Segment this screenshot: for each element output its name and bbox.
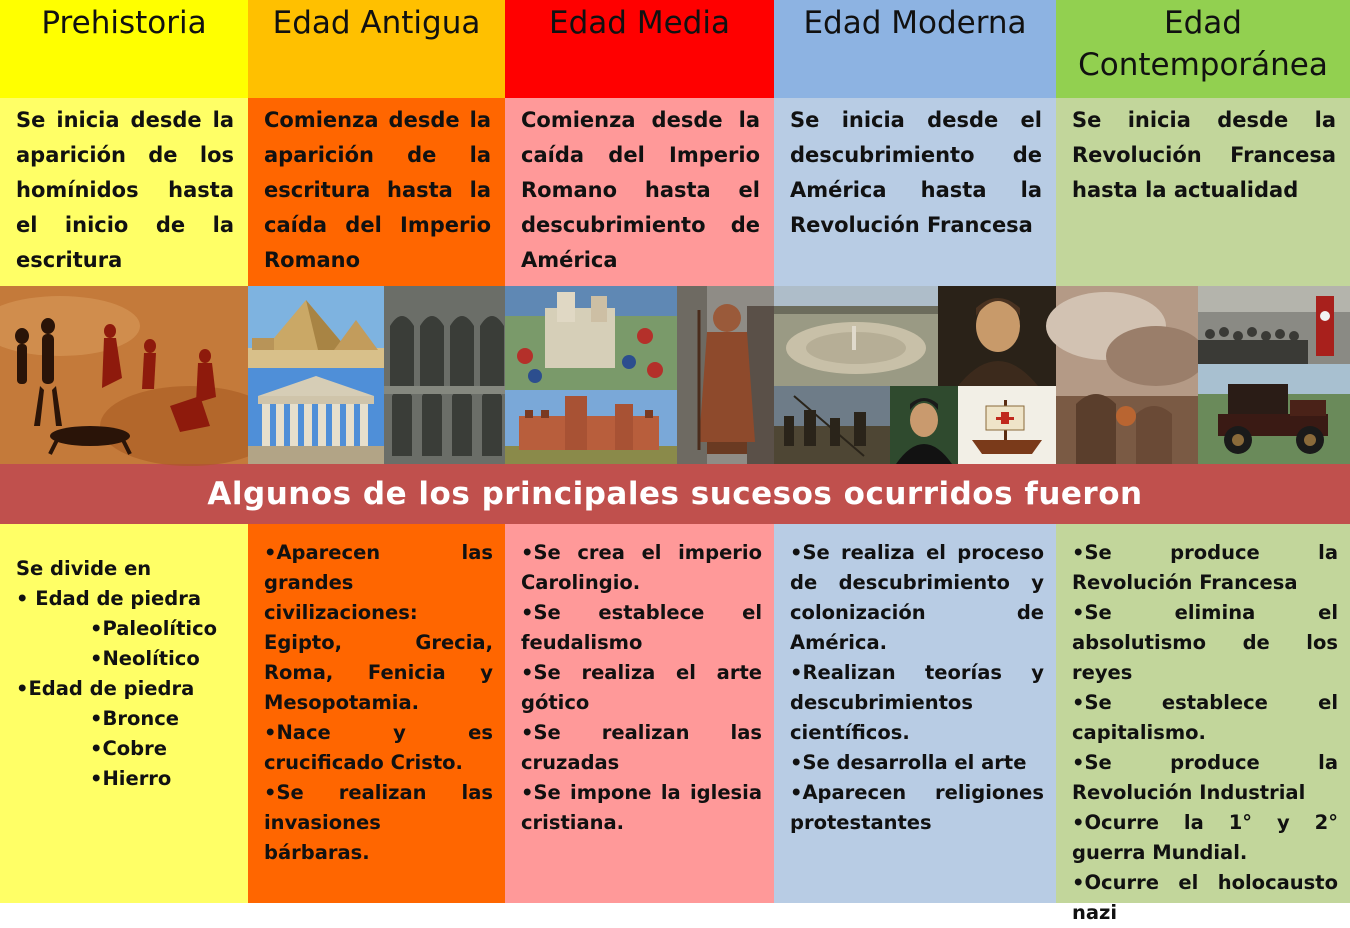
era-events-media: [505, 524, 774, 903]
event-item: •Se elimina el absolutismo de los reyes: [1072, 601, 1338, 684]
event-item: •Se crea el imperio Carolingio.: [521, 541, 762, 594]
description-text: Se inicia desde la Revolución Francesa hasta la actualidad: [1072, 108, 1336, 202]
era-description-antigua: [248, 98, 505, 286]
event-item: •Neolítico: [90, 647, 200, 670]
square-aerial-icon: [774, 286, 938, 386]
caravel-ship-icon: [958, 386, 1056, 464]
event-item: •Cobre: [90, 737, 167, 760]
medieval-illustration-icon: [505, 286, 677, 390]
event-item: •Se establece el feudalismo: [521, 601, 762, 654]
king-statue-icon: [677, 286, 774, 464]
event-item: •Se realizan las invasiones bárbaras.: [264, 781, 493, 864]
event-item: •Se establece el capitalismo.: [1072, 691, 1338, 744]
event-item: •Aparecen las grandes civilizaciones: Egipto, Grecia, Roma, Fenicia y Mesopotamia.: [264, 541, 493, 714]
era-description-moderna: [774, 98, 1056, 286]
event-item: •Ocurre la 1° y 2° guerra Mundial.: [1072, 811, 1338, 864]
event-item: •Bronce: [90, 707, 180, 730]
era-title-text: Edad Media: [549, 5, 730, 41]
rally-crowd-icon: [1198, 286, 1350, 364]
event-item: •Nace y es crucificado Cristo.: [264, 721, 493, 774]
description-text: Se inicia desde el descubrimiento de América hasta la Revolución Francesa: [790, 108, 1042, 237]
pyramids-icon: [248, 286, 384, 368]
era-images-contemporanea: [1056, 286, 1350, 464]
era-title-moderna: [774, 0, 1056, 98]
events-banner: [0, 464, 1350, 524]
era-images-media: [505, 286, 774, 464]
era-title-text: Prehistoria: [41, 5, 207, 41]
parthenon-icon: [248, 368, 384, 464]
description-text: Comienza desde la aparición de la escritura hasta la caída del Imperio Romano: [264, 108, 491, 272]
event-item: •Se impone la iglesia cristiana.: [521, 781, 762, 834]
era-images-antigua: [248, 286, 505, 464]
era-images-moderna: [774, 286, 1056, 464]
event-item: •Se produce la Revolución Industrial: [1072, 751, 1338, 804]
era-description-prehistoria: [0, 98, 248, 286]
ruins-smoke-icon: [1056, 286, 1198, 464]
banner-text: Algunos de los principales sucesos ocurridos fueron: [207, 476, 1143, 512]
era-title-contemporanea: [1056, 0, 1350, 98]
castle-icon: [505, 390, 677, 464]
era-title-text: Edad Antigua: [272, 5, 481, 41]
era-title-prehistoria: [0, 0, 248, 98]
event-item: •Realizan teorías y descubrimientos científicos.: [790, 661, 1044, 744]
era-images-prehistoria: [0, 286, 248, 464]
vintage-car-icon: [1198, 364, 1350, 464]
era-title-text: Edad Contemporánea: [1078, 5, 1328, 83]
cave-painting-icon: [0, 286, 248, 464]
event-item: • Edad de piedra: [16, 587, 202, 610]
era-title-text: Edad Moderna: [803, 5, 1027, 41]
event-item: •Edad de piedra: [16, 677, 195, 700]
era-description-contemporanea: [1056, 98, 1350, 286]
era-events-contemporanea: [1056, 524, 1350, 924]
era-description-media: [505, 98, 774, 286]
event-item: •Se desarrolla el arte: [790, 751, 1027, 774]
event-item: •Ocurre el holocausto nazi: [1072, 871, 1338, 924]
event-item: Se divide en: [16, 557, 152, 580]
event-item: •Hierro: [90, 767, 172, 790]
columbus-portrait-icon: [938, 286, 1056, 386]
luther-portrait-icon: [890, 386, 958, 464]
event-item: •Aparecen religiones protestantes: [790, 781, 1044, 834]
event-item: •Paleolítico: [90, 617, 218, 640]
description-text: Se inicia desde la aparición de los homínidos hasta el inicio de la escritura: [16, 108, 234, 272]
event-item: •Se produce la Revolución Francesa: [1072, 541, 1338, 594]
event-item: •Se realizan las cruzadas: [521, 721, 762, 774]
era-title-media: [505, 0, 774, 98]
event-item: •Se realiza el proceso de descubrimiento y colonización de América.: [790, 541, 1044, 654]
description-text: Comienza desde la caída del Imperio Romano hasta el descubrimiento de América: [521, 108, 760, 272]
era-events-moderna: [774, 524, 1056, 903]
era-title-antigua: [248, 0, 505, 98]
event-item: •Se realiza el arte gótico: [521, 661, 762, 714]
battle-painting-icon: [774, 386, 890, 464]
era-events-prehistoria: [0, 524, 248, 903]
aqueduct-icon: [384, 286, 505, 464]
era-events-antigua: [248, 524, 505, 903]
